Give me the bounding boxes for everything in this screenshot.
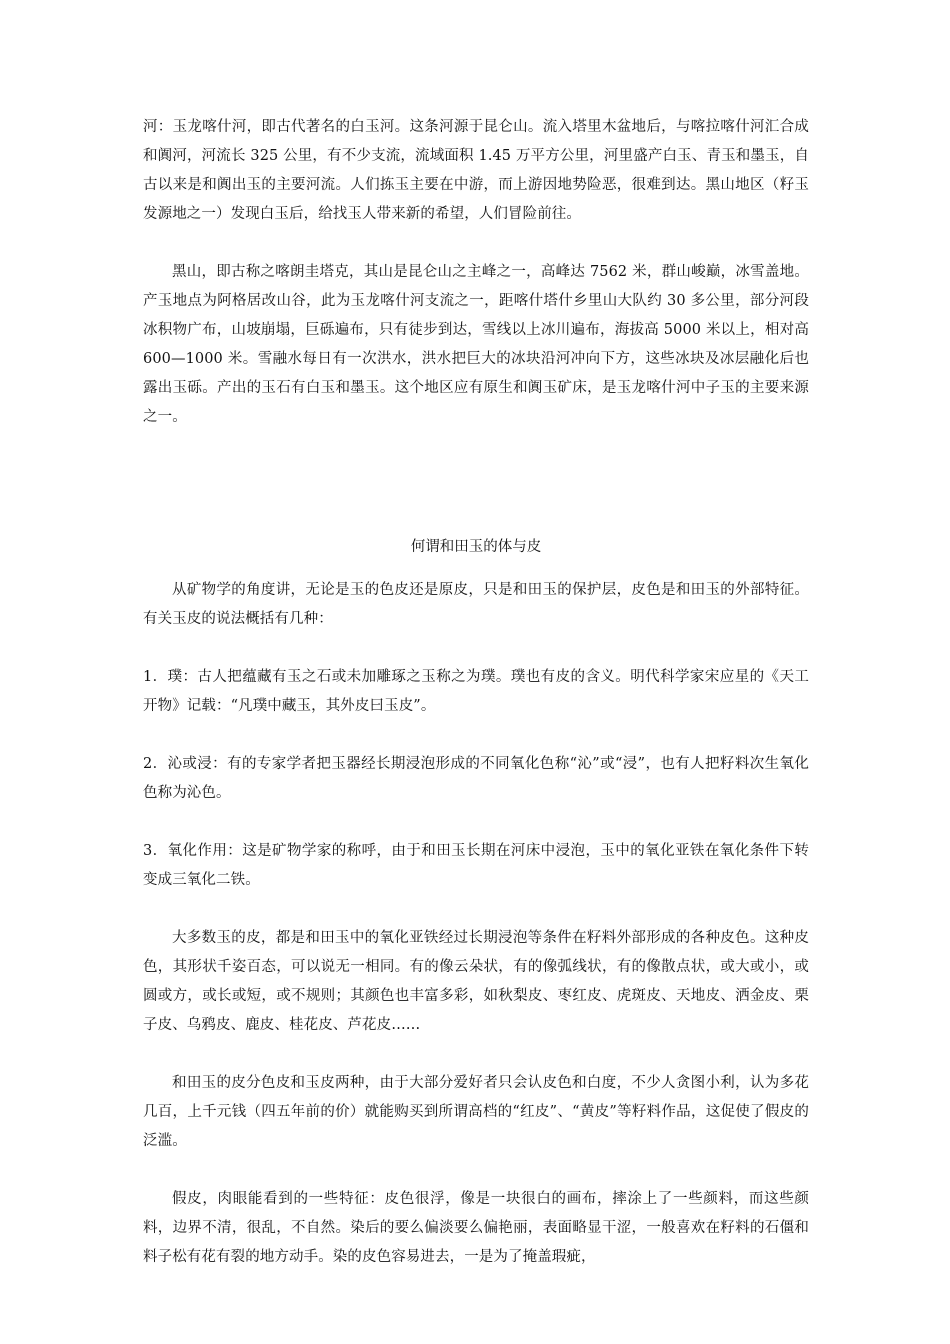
section-spacer [143, 432, 809, 504]
paragraph-spacer [143, 634, 809, 663]
paragraph-fake-skin-features: 假皮，肉眼能看到的一些特征：皮色很浮，像是一块很白的画布，摔涂上了一些颜料，而这些颜料，边界不清，很乱，不自然。染后的要么偏淡要么偏艳丽，表面略显干涩，一般喜欢在籽料的石僵和料子松有花有裂的地方动手。染的皮色容易进去，一是为了掩盖瑕疵， [143, 1191, 809, 1265]
paragraph-spacer [143, 229, 809, 258]
section-heading: 何谓和田玉的体与皮 [410, 539, 542, 555]
paragraph-skin-intro: 从矿物学的角度讲，无论是玉的色皮还是原皮，只是和田玉的保护层，皮色是和田玉的外部特征。有关玉皮的说法概括有几种： [143, 582, 809, 627]
paragraph-baiyu-river: 河：玉龙喀什河，即古代著名的白玉河。这条河源于昆仑山。流入塔里木盆地后，与喀拉喀什河汇合成和阗河，河流长 325 公里，有不少支流，流域面积 1.45 万平方公里，河里盛产白玉、青玉和墨玉，自古以来是和阗出玉的主要河流。人们拣玉主要在中游，而上游因地势险恶，很难到达。黑山地区（籽玉发源地之一）发现白玉后，给找玉人带来新的希望，人们冒险前往。 [143, 119, 809, 222]
heading-spacer [143, 562, 809, 576]
paragraph-spacer [143, 1156, 809, 1185]
document-page [143, 113, 809, 1272]
paragraph-spacer [143, 1040, 809, 1069]
section-spacer [143, 504, 809, 533]
list-item-qin: 2．沁或浸：有的专家学者把玉器经长期浸泡形成的不同氧化色称“沁”或“浸”，也有人把籽料次生氧化色称为沁色。 [143, 756, 809, 801]
paragraph-fake-skin-cause: 和田玉的皮分色皮和玉皮两种，由于大部分爱好者只会认皮色和白度，不少人贪图小利，认为多花几百，上千元钱（四五年前的价）就能购买到所谓高档的“红皮”、“黄皮”等籽料作品，这促使了假皮的泛滥。 [143, 1075, 809, 1149]
paragraph-black-mountain: 黑山，即古称之喀朗圭塔克，其山是昆仑山之主峰之一，高峰达 7562 米，群山峻巅，冰雪盖地。产玉地点为阿格居改山谷，此为玉龙喀什河支流之一，距喀什塔什乡里山大队约 30 多公里，部分河段冰积物广布，山坡崩塌，巨砾遍布，只有徒步到达，雪线以上冰川遍布，海拔高 5000 米以上，相对高 600—1000 米。雪融水每日有一次洪水，洪水把巨大的冰块沿河冲向下方，这些冰块及冰层融化后也露出玉砾。产出的玉石有白玉和墨玉。这个地区应有原生和阗玉矿床，是玉龙喀什河中子玉的主要来源之一。 [143, 264, 809, 425]
paragraph-spacer [143, 895, 809, 924]
paragraph-skin-colors: 大多数玉的皮，都是和田玉中的氧化亚铁经过长期浸泡等条件在籽料外部形成的各种皮色。这种皮色，其形状千姿百态，可以说无一相同。有的像云朵状，有的像弧线状，有的像散点状，或大或小，或圆或方，或长或短，或不规则；其颜色也丰富多彩，如秋梨皮、枣红皮、虎斑皮、天地皮、洒金皮、栗子皮、乌鸦皮、鹿皮、桂花皮、芦花皮…… [143, 930, 809, 1033]
list-item-oxidation: 3．氧化作用：这是矿物学家的称呼，由于和田玉长期在河床中浸泡，玉中的氧化亚铁在氧化条件下转变成三氧化二铁。 [143, 843, 809, 888]
list-item-pu: 1．璞：古人把蕴藏有玉之石或未加雕琢之玉称之为璞。璞也有皮的含义。明代科学家宋应星的《天工开物》记载：“凡璞中藏玉，其外皮曰玉皮”。 [143, 669, 809, 714]
paragraph-spacer [143, 721, 809, 750]
paragraph-spacer [143, 808, 809, 837]
